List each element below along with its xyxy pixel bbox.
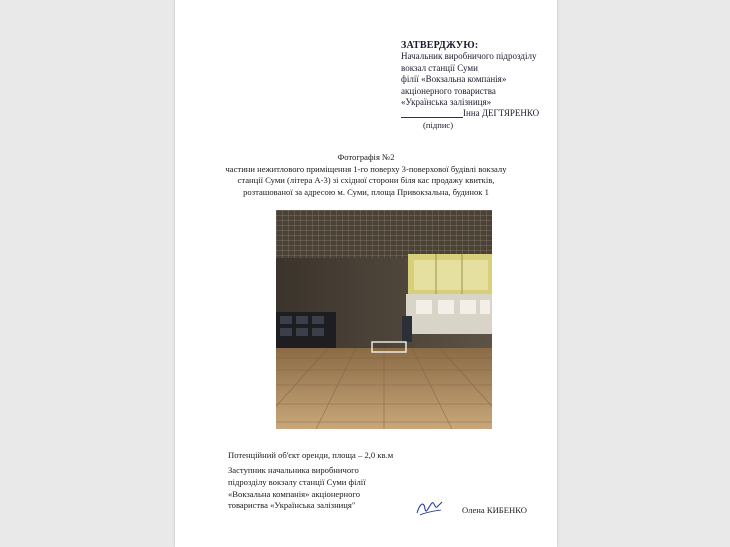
signoff-line: «Вокзальна компанія» акціонерного — [228, 488, 361, 499]
signoff-line: Заступник начальника виробничого — [228, 465, 359, 475]
approval-line: «Українська залізниця» — [401, 97, 492, 108]
document-page — [175, 0, 557, 547]
approval-block — [401, 40, 561, 132]
approval-line: Начальник виробничого підрозділу — [401, 51, 537, 62]
photo-title-block — [195, 152, 537, 198]
signoff-block — [228, 465, 408, 512]
handwritten-signature — [414, 497, 444, 519]
approval-line: вокзал станції Суми — [401, 62, 478, 73]
photo-title: Фотографія №2 — [337, 152, 395, 162]
signoff-line: підрозділу вокзалу станції Суми філії — [228, 476, 366, 487]
object-caption: Потенційний об'єкт оренди, площа – 2,0 кв.м — [228, 450, 394, 460]
approval-line: акціонерного товариства — [401, 85, 496, 96]
photo-description-line: частини нежитлового приміщення 1-го поверху 3-поверхової будівлі вокзалу — [225, 163, 507, 174]
signoff-signer-name: Олена КИБЕНКО — [462, 505, 527, 515]
signature-caption: (підпис) — [423, 120, 454, 131]
approval-heading: ЗАТВЕРДЖУЮ: — [401, 40, 479, 51]
photo-description-line: розташованої за адресою м. Суми, площа Привокзальна, будинок 1 — [243, 186, 489, 197]
station-hall-photo — [276, 210, 492, 429]
approval-signer-name: Інна ДЕГТЯРЕНКО — [463, 108, 540, 119]
signoff-line: товариства «Українська залізниця" — [228, 500, 356, 511]
signature-line — [401, 117, 463, 118]
approval-line: філії «Вокзальна компанія» — [401, 74, 507, 85]
photo-description-line: станції Суми (літера А-3) зі східної сторони біля кас продажу квитків, — [237, 175, 495, 186]
approval-signature-row — [401, 108, 561, 120]
